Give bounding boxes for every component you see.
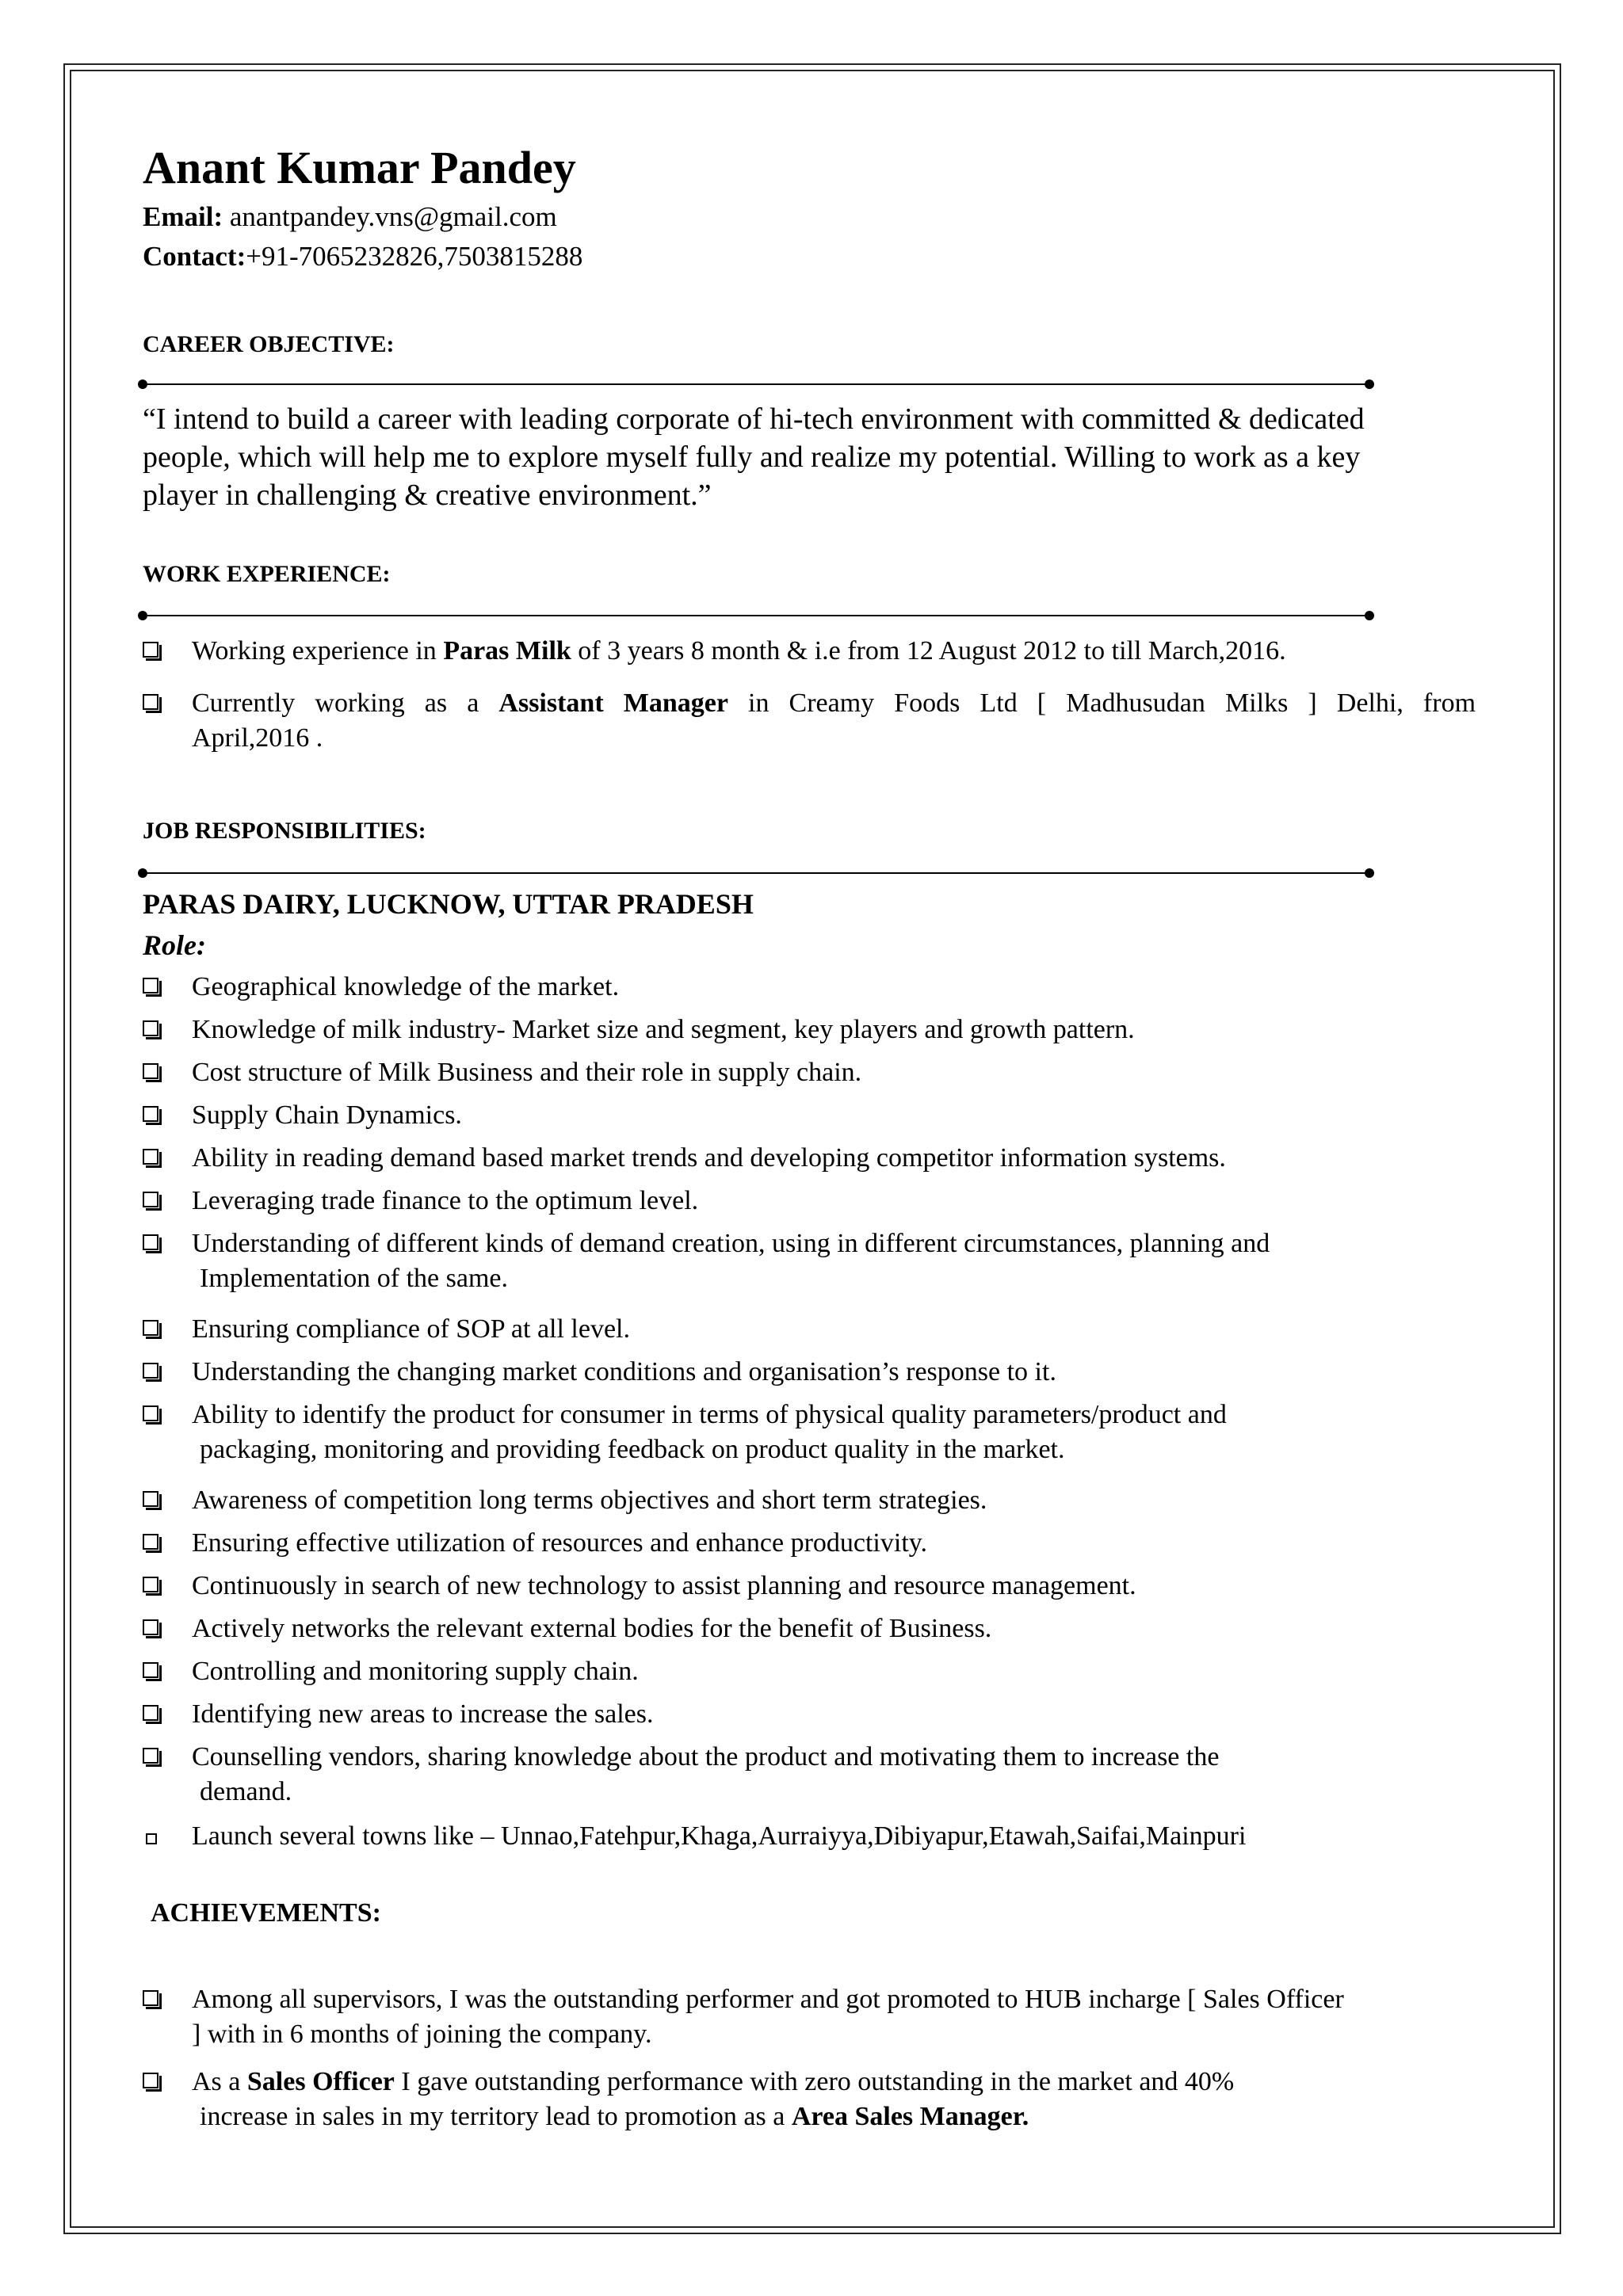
- objective-line: player in challenging & creative environment.”: [143, 479, 712, 512]
- checkbox-bullet-icon: [143, 1662, 158, 1678]
- checkbox-bullet-icon: [143, 1234, 158, 1250]
- career-objective-title: CAREER OBJECTIVE:: [143, 331, 395, 357]
- checkbox-bullet-icon: [143, 1363, 158, 1379]
- email-value: anantpandey.vns@gmail.com: [223, 201, 557, 232]
- email-line: [143, 201, 557, 233]
- career-objective-text: [143, 400, 1490, 514]
- checkbox-bullet-icon: [143, 1990, 158, 2006]
- checkbox-bullet-icon: [143, 1619, 158, 1635]
- achievements-title: ACHIEVEMENTS:: [151, 1898, 381, 1928]
- section-divider: [143, 615, 1369, 616]
- checkbox-bullet-icon: [143, 1534, 158, 1550]
- checkbox-bullet-icon: [143, 1063, 158, 1079]
- checkbox-bullet-icon: [143, 1705, 158, 1721]
- objective-line: people, which will help me to explore myself fully and realize my potential. Willing to work as a key: [143, 441, 1361, 474]
- checkbox-bullet-icon: [143, 1320, 158, 1336]
- role-label: Role:: [143, 929, 206, 961]
- checkbox-bullet-icon: [143, 1149, 158, 1165]
- contact-label: Contact:: [143, 241, 246, 272]
- company-name: PARAS DAIRY, LUCKNOW, UTTAR PRADESH: [143, 888, 754, 920]
- square-bullet-icon: [146, 1833, 157, 1844]
- checkbox-bullet-icon: [143, 642, 158, 658]
- checkbox-bullet-icon: [143, 1405, 158, 1421]
- checkbox-bullet-icon: [143, 694, 158, 710]
- checkbox-bullet-icon: [143, 1192, 158, 1207]
- objective-line: “I intend to build a career with leading corporate of hi-tech environment with committed & dedicated: [143, 402, 1365, 436]
- contact-value: +91-7065232826,7503815288: [246, 241, 583, 272]
- checkbox-bullet-icon: [143, 1577, 158, 1592]
- job-responsibilities-title: JOB RESPONSIBILITIES:: [143, 818, 426, 844]
- section-divider: [143, 872, 1369, 874]
- checkbox-bullet-icon: [143, 2073, 158, 2088]
- work-experience-title: WORK EXPERIENCE:: [143, 561, 391, 587]
- section-divider: [143, 383, 1369, 385]
- checkbox-bullet-icon: [143, 1106, 158, 1122]
- contact-line: [143, 241, 582, 273]
- checkbox-bullet-icon: [143, 1748, 158, 1764]
- candidate-name: Anant Kumar Pandey: [143, 142, 576, 193]
- checkbox-bullet-icon: [143, 1491, 158, 1507]
- checkbox-bullet-icon: [143, 978, 158, 994]
- checkbox-bullet-icon: [143, 1020, 158, 1036]
- email-label: Email:: [143, 201, 223, 232]
